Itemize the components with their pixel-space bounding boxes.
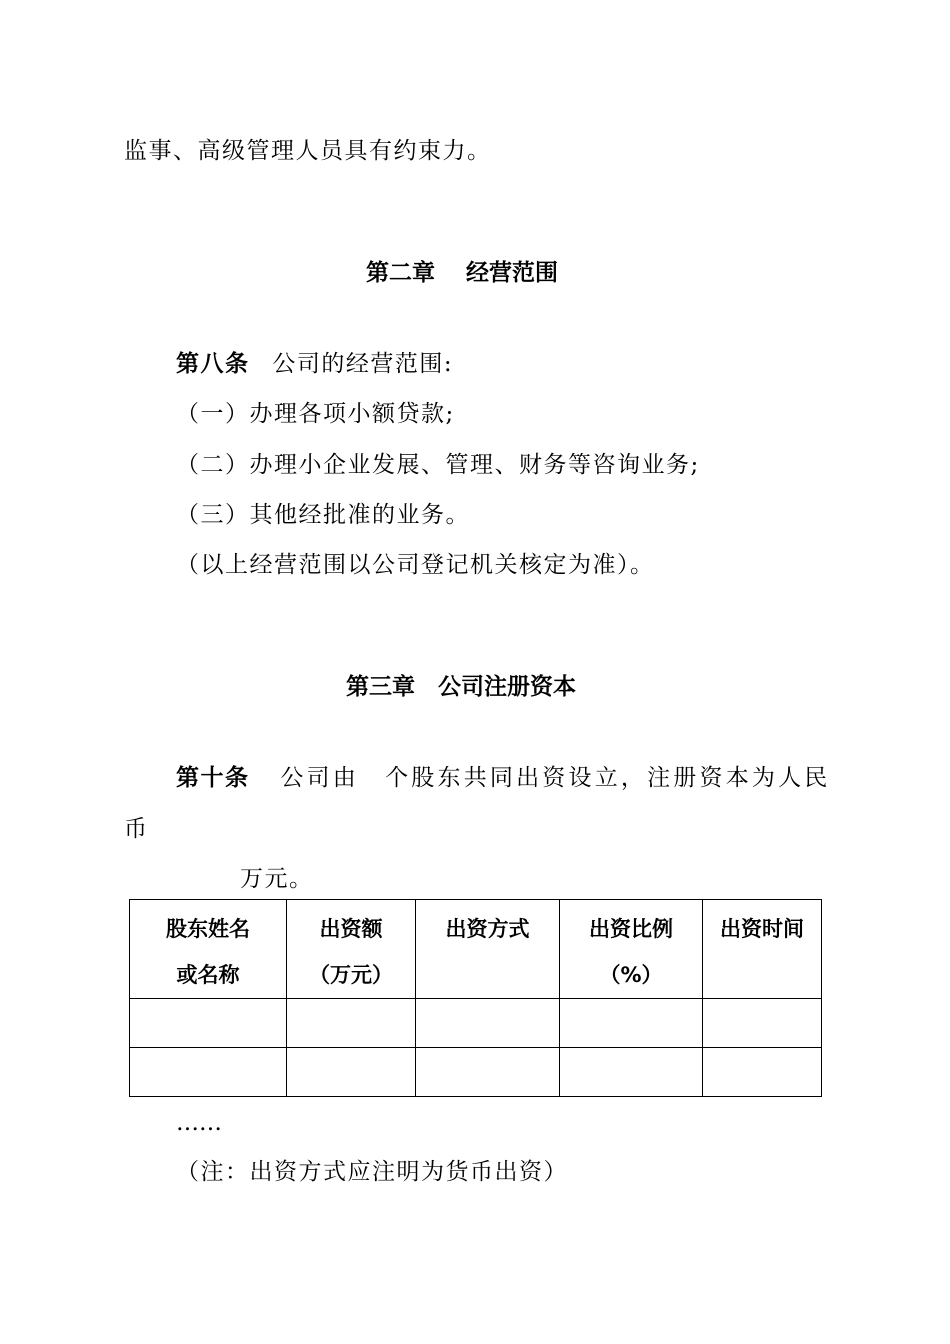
article-10-line: [176, 763, 831, 793]
article-8-line: [176, 349, 453, 379]
chapter-3-heading: 第三章 公司注册资本: [346, 674, 576, 700]
article-10-label: 第十条: [176, 765, 250, 791]
header-contribution-time: 出资时间: [703, 900, 822, 999]
article-10-unit: 万元。: [240, 866, 314, 892]
table-cell[interactable]: [130, 999, 287, 1048]
table-row: [130, 1048, 822, 1097]
footnote: （注：出资方式应注明为货币出资）: [176, 1159, 568, 1185]
article-8-label: 第八条: [176, 351, 250, 377]
header-contribution-method: 出资方式: [416, 900, 560, 999]
article-10-text: 公司由 个股东共同出资设立，注册资本为人民: [280, 765, 831, 791]
ellipsis: ……: [176, 1110, 222, 1136]
scope-item-2: （二）办理小企业发展、管理、财务等咨询业务;: [176, 452, 700, 478]
table-cell[interactable]: [416, 1048, 560, 1097]
paragraph-line: 监事、高级管理人员具有约束力。: [124, 138, 492, 164]
chapter-2-heading: 第二章 经营范围: [366, 260, 559, 286]
scope-item-1: （一）办理各项小额贷款;: [176, 401, 455, 427]
scope-item-3: （三）其他经批准的业务。: [176, 502, 470, 528]
table-cell[interactable]: [703, 999, 822, 1048]
table-cell[interactable]: [560, 1048, 703, 1097]
table-row: [130, 999, 822, 1048]
header-shareholder-name: 股东姓名 或名称: [130, 900, 287, 999]
table-cell[interactable]: [287, 1048, 416, 1097]
table-cell[interactable]: [703, 1048, 822, 1097]
table-cell[interactable]: [287, 999, 416, 1048]
table-header-row: [130, 900, 822, 999]
scope-note: （以上经营范围以公司登记机关核定为准）。: [176, 552, 655, 578]
article-10-continuation: 币: [124, 816, 149, 842]
header-contribution-amount: 出资额 （万元）: [287, 900, 416, 999]
table-cell[interactable]: [560, 999, 703, 1048]
table-cell[interactable]: [130, 1048, 287, 1097]
shareholder-table: [129, 899, 822, 1097]
table-cell[interactable]: [416, 999, 560, 1048]
header-contribution-ratio: 出资比例 （%）: [560, 900, 703, 999]
article-8-text: 公司的经营范围:: [272, 351, 454, 377]
